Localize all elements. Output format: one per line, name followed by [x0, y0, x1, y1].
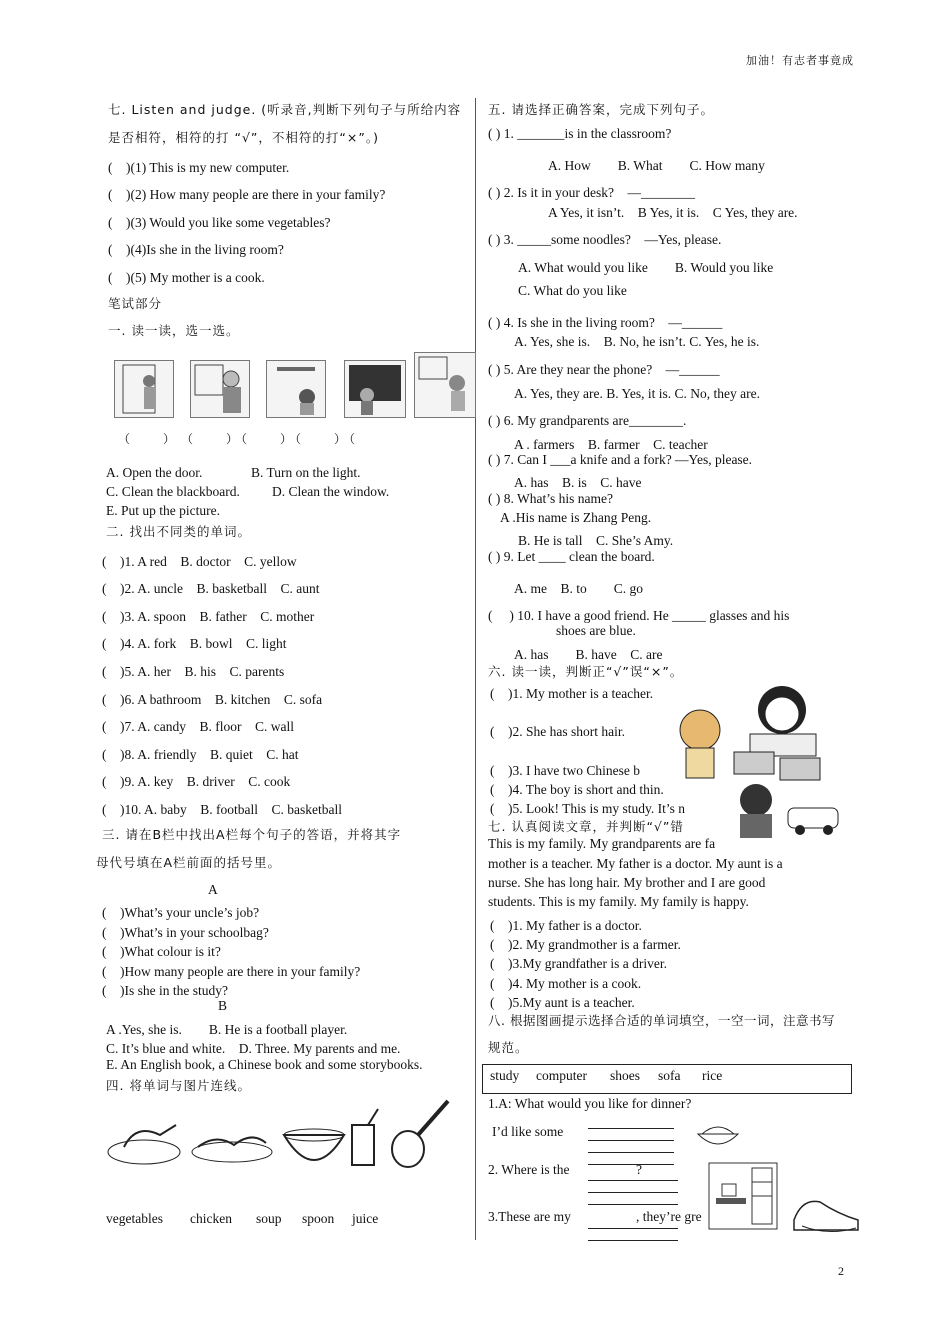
match-word: juice — [352, 1211, 379, 1226]
s2-item: ( )2. A. uncle B. basketball C. aunt — [102, 581, 320, 596]
section-1-title: 一. 读一读，选一选。 — [108, 323, 240, 338]
s5-line: ( ) 2. Is it in your desk? —________ — [488, 185, 695, 200]
listen-item: ( )(5) My mother is a cook. — [108, 270, 265, 285]
listen-title-1: 七. Listen and judge. (听录音,判断下列句子与所给内容 — [108, 102, 462, 117]
vegetables-icon — [192, 1137, 272, 1162]
boy-icon — [740, 784, 772, 838]
answer-blank[interactable] — [588, 1164, 674, 1165]
s1-option: D. Clean the window. — [272, 484, 390, 499]
passage-line: nurse. She has long hair. My brother and I are good — [488, 875, 766, 890]
q3-continuation: , they’re gre — [636, 1209, 702, 1224]
s2-item: ( )6. A bathroom B. kitchen C. sofa — [102, 692, 323, 707]
s5-line: A . farmers B. farmer C. teacher — [514, 437, 708, 452]
s7-item: ( )4. My mother is a cook. — [490, 976, 642, 991]
answer-blank[interactable] — [588, 1140, 674, 1141]
shoes-icon — [794, 1201, 858, 1231]
s5-line: C. What do you like — [518, 283, 627, 298]
s7-item: ( )3.My grandfather is a driver. — [490, 956, 667, 971]
s5-line: A. Yes, they are. B. Yes, it is. C. No, they are. — [514, 386, 760, 401]
section-3-title-1: 三. 请在B栏中找出A栏每个句子的答语，并将其字 — [102, 827, 402, 842]
listen-item: ( )(2) How many people are there in your family? — [108, 187, 386, 202]
s5-line: ( ) 10. I have a good friend. He _____ glasses and his — [488, 608, 790, 623]
answer-blank[interactable] — [588, 1192, 678, 1193]
answer-blank[interactable] — [588, 1240, 678, 1241]
food-pictures — [106, 1095, 466, 1175]
s5-line: A. has B. have C. are — [514, 647, 663, 662]
rice-bowl-icon — [698, 1127, 738, 1144]
s1-option: B. Turn on the light. — [251, 465, 361, 480]
toy-car-icon — [788, 808, 838, 835]
picture-brackets: （ ） （ ）（ ）（ ）（ — [118, 432, 359, 446]
s5-line: ( ) 9. Let ____ clean the board. — [488, 549, 655, 564]
answer-blank[interactable] — [588, 1180, 678, 1181]
page-number: 2 — [838, 1264, 844, 1278]
spoon-icon — [392, 1101, 448, 1167]
word-bank-word: rice — [702, 1068, 723, 1083]
s5-line: ( ) 1. _______is in the classroom? — [488, 126, 672, 141]
a-item: ( )What’s in your schoolbag? — [102, 925, 269, 940]
listen-item: ( )(4)Is she in the living room? — [108, 242, 284, 257]
juice-icon — [352, 1109, 378, 1165]
a-item: ( )What’s your uncle’s job? — [102, 905, 260, 920]
page-header: 加油！有志者事竟成 — [746, 54, 854, 67]
listen-title-2: 是否相符，相符的打 “√”，不相符的打“×”。) — [108, 130, 379, 145]
s2-item: ( )9. A. key B. driver C. cook — [102, 774, 291, 789]
passage-line: students. This is my family. My family is happy. — [488, 894, 749, 909]
section-3-title-2: 母代号填在A栏前面的括号里。 — [96, 855, 282, 870]
q2-question: 2. Where is the — [488, 1162, 570, 1177]
section-6-title: 六. 读一读，判断正“√”误“×”。 — [488, 664, 684, 679]
section-4-title: 四. 将单词与图片连线。 — [106, 1078, 251, 1093]
s5-line: A. me B. to C. go — [514, 581, 644, 596]
picture-turn-on-light — [266, 360, 326, 418]
word-bank-word: computer — [536, 1068, 587, 1083]
s1-option: C. Clean the blackboard. — [106, 484, 240, 499]
written-part-title: 笔试部分 — [108, 296, 163, 311]
picture-open-door — [114, 360, 174, 418]
q3-question: 3.These are my — [488, 1209, 571, 1224]
b-item: A .Yes, she is. B. He is a football player. — [106, 1022, 348, 1037]
s7-item: ( )5.My aunt is a teacher. — [490, 995, 635, 1010]
s5-line: A. has B. is C. have — [514, 475, 642, 490]
s5-line: B. He is tall C. She’s Amy. — [518, 533, 674, 548]
answer-blank[interactable] — [588, 1128, 674, 1129]
section-7-title: 七. 认真阅读文章，并判断“√”错 — [488, 819, 684, 834]
s2-item: ( )8. A. friendly B. quiet C. hat — [102, 747, 299, 762]
passage-line: mother is a teacher. My father is a doctor. My aunt is a — [488, 856, 783, 871]
column-divider — [475, 98, 476, 1240]
column-b-label: B — [218, 998, 228, 1013]
match-word: vegetables — [106, 1211, 163, 1226]
answer-blank[interactable] — [588, 1152, 674, 1153]
s5-line: ( ) 4. Is she in the living room? —______ — [488, 315, 723, 330]
soup-icon — [284, 1129, 344, 1160]
word-bank-word: sofa — [658, 1068, 681, 1083]
s6-item: ( )2. She has short hair. — [490, 724, 625, 739]
s5-line: A Yes, it isn’t. B Yes, it is. C Yes, they are. — [548, 205, 798, 220]
s2-item: ( )5. A. her B. his C. parents — [102, 664, 285, 679]
s5-line: A. What would you like B. Would you like — [518, 260, 774, 275]
q1-question: 1.A: What would you like for dinner? — [488, 1096, 692, 1111]
column-a-label: A — [208, 882, 218, 897]
a-item: ( )Is she in the study? — [102, 983, 228, 998]
s2-item: ( )1. A red B. doctor C. yellow — [102, 554, 297, 569]
b-item: C. It’s blue and white. D. Three. My parents and me. — [106, 1041, 401, 1056]
s5-line: ( ) 6. My grandparents are________. — [488, 413, 687, 428]
match-word: chicken — [190, 1211, 232, 1226]
rice-bowl-picture — [694, 1120, 742, 1150]
a-item: ( )What colour is it? — [102, 944, 221, 959]
listen-item: ( )(1) This is my new computer. — [108, 160, 290, 175]
s5-line: ( ) 7. Can I ___a knife and a fork? —Yes, please. — [488, 452, 753, 467]
picture-put-up-picture — [414, 352, 476, 418]
q1-answer: I’d like some — [492, 1124, 564, 1139]
s7-item: ( )1. My father is a doctor. — [490, 918, 642, 933]
s2-item: ( )10. A. baby B. football C. basketball — [102, 802, 342, 817]
section-2-title: 二. 找出不同类的单词。 — [106, 524, 251, 539]
s6-item: ( )1. My mother is a teacher. — [490, 686, 654, 701]
section-8-title: 八. 根据图画提示选择合适的单词填空，一空一词，注意书写 — [488, 1013, 835, 1028]
s1-option: E. Put up the picture. — [106, 503, 220, 518]
s5-line: A. Yes, she is. B. No, he isn’t. C. Yes, he is. — [514, 334, 760, 349]
s5-line: shoes are blue. — [556, 623, 636, 638]
word-bank-word: study — [490, 1068, 520, 1083]
s5-line: ( ) 8. What’s his name? — [488, 491, 613, 506]
a-item: ( )How many people are there in your family? — [102, 964, 361, 979]
s5-line: A. How B. What C. How many — [548, 158, 765, 173]
answer-blank[interactable] — [588, 1228, 678, 1229]
section-8-title-2: 规范。 — [488, 1040, 529, 1055]
s6-item: ( )4. The boy is short and thin. — [490, 782, 664, 797]
s1-option: A. Open the door. — [106, 465, 203, 480]
answer-blank[interactable] — [588, 1204, 678, 1205]
s7-item: ( )2. My grandmother is a farmer. — [490, 937, 681, 952]
s6-item: ( )5. Look! This is my study. It’s n — [490, 801, 685, 816]
q2-question-mark: ? — [636, 1162, 642, 1177]
s5-line: A .His name is Zhang Peng. — [500, 510, 652, 525]
study-room-icon — [709, 1163, 777, 1229]
short-hair-girl-icon — [680, 710, 720, 778]
listen-item: ( )(3) Would you like some vegetables? — [108, 215, 331, 230]
word-bank-word: shoes — [610, 1068, 640, 1083]
s2-item: ( )7. A. candy B. floor C. wall — [102, 719, 294, 734]
match-word: spoon — [302, 1211, 335, 1226]
b-item: E. An English book, a Chinese book and some storybooks. — [106, 1057, 423, 1072]
s2-item: ( )4. A. fork B. bowl C. light — [102, 636, 287, 651]
section-5-title: 五. 请选择正确答案，完成下列句子。 — [488, 102, 714, 117]
s5-line: ( ) 3. _____some noodles? —Yes, please. — [488, 232, 722, 247]
s5-line: ( ) 5. Are they near the phone? —______ — [488, 362, 720, 377]
s2-item: ( )3. A. spoon B. father C. mother — [102, 609, 315, 624]
study-room-picture — [708, 1162, 778, 1230]
s6-item: ( )3. I have two Chinese b — [490, 763, 640, 778]
match-word: soup — [256, 1211, 282, 1226]
cartoon-girl-and-mother-pictures — [670, 682, 850, 842]
chicken-icon — [108, 1125, 180, 1164]
passage-line: This is my family. My grandparents are fa — [488, 836, 716, 851]
teacher-mother-icon — [750, 686, 816, 756]
picture-clean-blackboard — [344, 360, 406, 418]
shoes-picture — [788, 1190, 864, 1242]
picture-clean-window — [190, 360, 250, 418]
